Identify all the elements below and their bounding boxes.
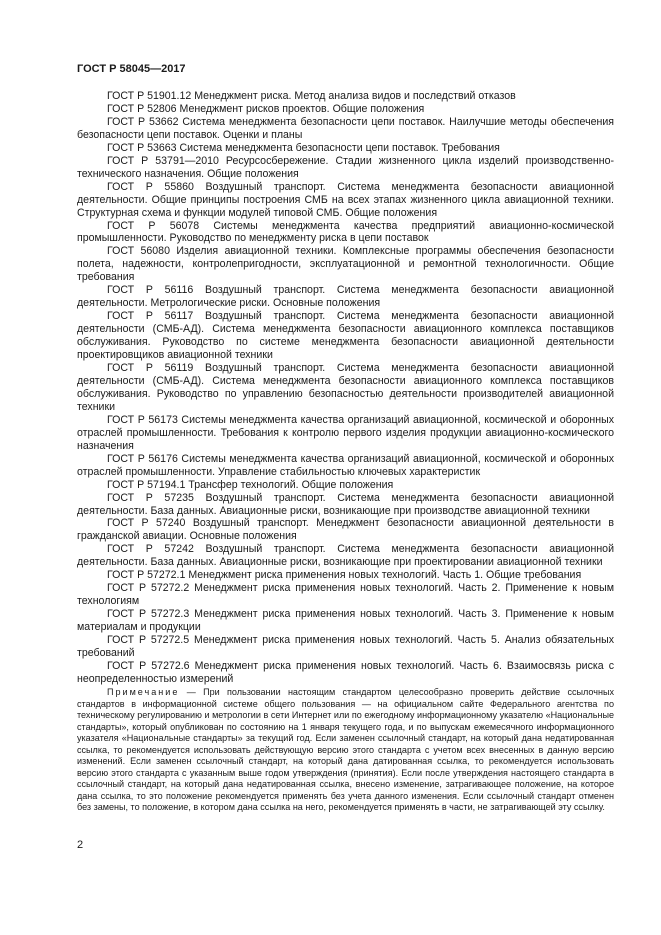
- page-number: 2: [77, 839, 84, 851]
- reference-item: ГОСТ Р 56116 Воздушный транспорт. Система менеджмента безопасности авиационной деятельности. Метрологические риски. Основные положения: [77, 284, 614, 310]
- reference-item: ГОСТ Р 57272.2 Менеджмент риска применения новых технологий. Часть 2. Применение к новым технологиям: [77, 582, 614, 608]
- reference-item: ГОСТ Р 53663 Система менеджмента безопасности цепи поставок. Требования: [107, 141, 500, 154]
- reference-item: ГОСТ Р 56119 Воздушный транспорт. Система менеджмента безопасности авиационной деятельности (СМБ-АД). Система менеджмента безопасности авиационного комплекса поставщиков обслуживания. Руководство по управлению безопасностью деятельности производителей авиационной техники: [77, 362, 614, 413]
- reference-item: ГОСТ Р 55860 Воздушный транспорт. Система менеджмента безопасности авиационной деятельности. Общие принципы построения СМБ на всех этапах жизненного цикла авиационной техники. Структурная схема и функции модулей типовой СМБ. Общие положения: [77, 180, 614, 219]
- reference-item: ГОСТ Р 57240 Воздушный транспорт. Менеджмент безопасности авиационной деятельности в гражданской авиации. Основные положения: [77, 517, 614, 543]
- reference-item: ГОСТ Р 51901.12 Менеджмент риска. Метод анализа видов и последствий отказов: [107, 90, 516, 102]
- note-label: Примечание: [107, 687, 180, 697]
- reference-item: ГОСТ Р 57242 Воздушный транспорт. Система менеджмента безопасности авиационной деятельности. База данных. Авиационные риски, возникающие при проектировании авиационной техники: [77, 543, 614, 569]
- reference-item: ГОСТ Р 57235 Воздушный транспорт. Система менеджмента безопасности авиационной деятельности. База данных. Авиационные риски, возникающие при производстве авиационной техники: [77, 491, 614, 517]
- reference-item: ГОСТ Р 56176 Системы менеджмента качества организаций авиационной, космической и оборонных отраслей промышленности. Управление стабильностью ключевых характеристик: [77, 452, 614, 478]
- reference-item: ГОСТ Р 57194.1 Трансфер технологий. Общие положения: [107, 478, 394, 491]
- document-header: ГОСТ Р 58045—2017: [77, 63, 186, 75]
- reference-item: ГОСТ Р 52806 Менеджмент рисков проектов. Общие положения: [107, 102, 425, 115]
- reference-item: ГОСТ Р 56173 Системы менеджмента качества организаций авиационной, космической и оборонных отраслей промышленности. Требования к контролю первого изделия продукции авиационно-космического назначения: [77, 413, 614, 452]
- reference-item: ГОСТ Р 57272.5 Менеджмент риска применения новых технологий. Часть 5. Анализ обязательных требований: [77, 634, 614, 659]
- reference-item: ГОСТ Р 53791—2010 Ресурсосбережение. Стадии жизненного цикла изделий производственно-технического назначения. Общие положения: [77, 154, 614, 180]
- note-paragraph: [77, 687, 614, 814]
- reference-item: ГОСТ 56080 Изделия авиационной техники. Комплексные программы обеспечения безопасности полета, надежности, контролепригодности, эксплуатационной и ремонтной технологичности. Общие требования: [77, 245, 614, 284]
- reference-item: ГОСТ Р 57272.6 Менеджмент риска применения новых технологий. Часть 6. Взаимосвязь риска с неопределенностью измерений: [77, 659, 614, 685]
- reference-item: ГОСТ Р 57272.3 Менеджмент риска применения новых технологий. Часть 3. Применение к новым материалам и продукции: [77, 608, 614, 634]
- reference-item: ГОСТ Р 56078 Системы менеджмента качества предприятий авиационно-космической промышленности. Руководство по менеджменту риска в цепи поставок: [77, 219, 614, 245]
- reference-item: ГОСТ Р 53662 Система менеджмента безопасности цепи поставок. Наилучшие методы обеспечения безопасности цепи поставок. Оценки и планы: [77, 115, 614, 141]
- reference-item: ГОСТ Р 57272.1 Менеджмент риска применения новых технологий. Часть 1. Общие требования: [107, 569, 582, 582]
- normative-references-list: [77, 90, 614, 686]
- reference-item: ГОСТ Р 56117 Воздушный транспорт. Система менеджмента безопасности авиационной деятельности (СМБ-АД). Система менеджмента безопасности авиационного комплекса поставщиков обслуживания. Руководство по системе менеджмента безопасности авиационной деятельности проектировщиков авиационной техники: [77, 310, 614, 362]
- note-text: — При пользовании настоящим стандартом целесообразно проверить действие ссылочных стандартов в информационной системе общего пользования — на официальном сайте Федерального агентства по техническому регулированию и метрологии в сети Интернет или по ежегодному информационному указателю «Национальные стандарты», который опубликован по состоянию на 1 января текущего года, и по выпускам ежемесячного информационного указателя «Национальные стандарты» за текущий год. Если заменен ссылочный стандарт, на который дана недатированная ссылка, то рекомендуется использовать действующую версию этого стандарта с учетом всех внесенных в данную версию изменений. Если заменен ссылочный стандарт, на который дана датированная ссылка, то рекомендуется использовать версию этого стандарта с указанным выше годом утверждения (принятия). Если после утверждения настоящего стандарта в ссылочный стандарт, на который дана недатированная ссылка, внесено изменение, затрагивающее положение, на которое дана ссылка, то это положение рекомендуется применять без учета данного изменения. Если ссылочный стандарт отменен без замены, то положение, в котором дана ссылка на него, рекомендуется применять в части, не затрагивающей эту ссылку.: [77, 687, 615, 813]
